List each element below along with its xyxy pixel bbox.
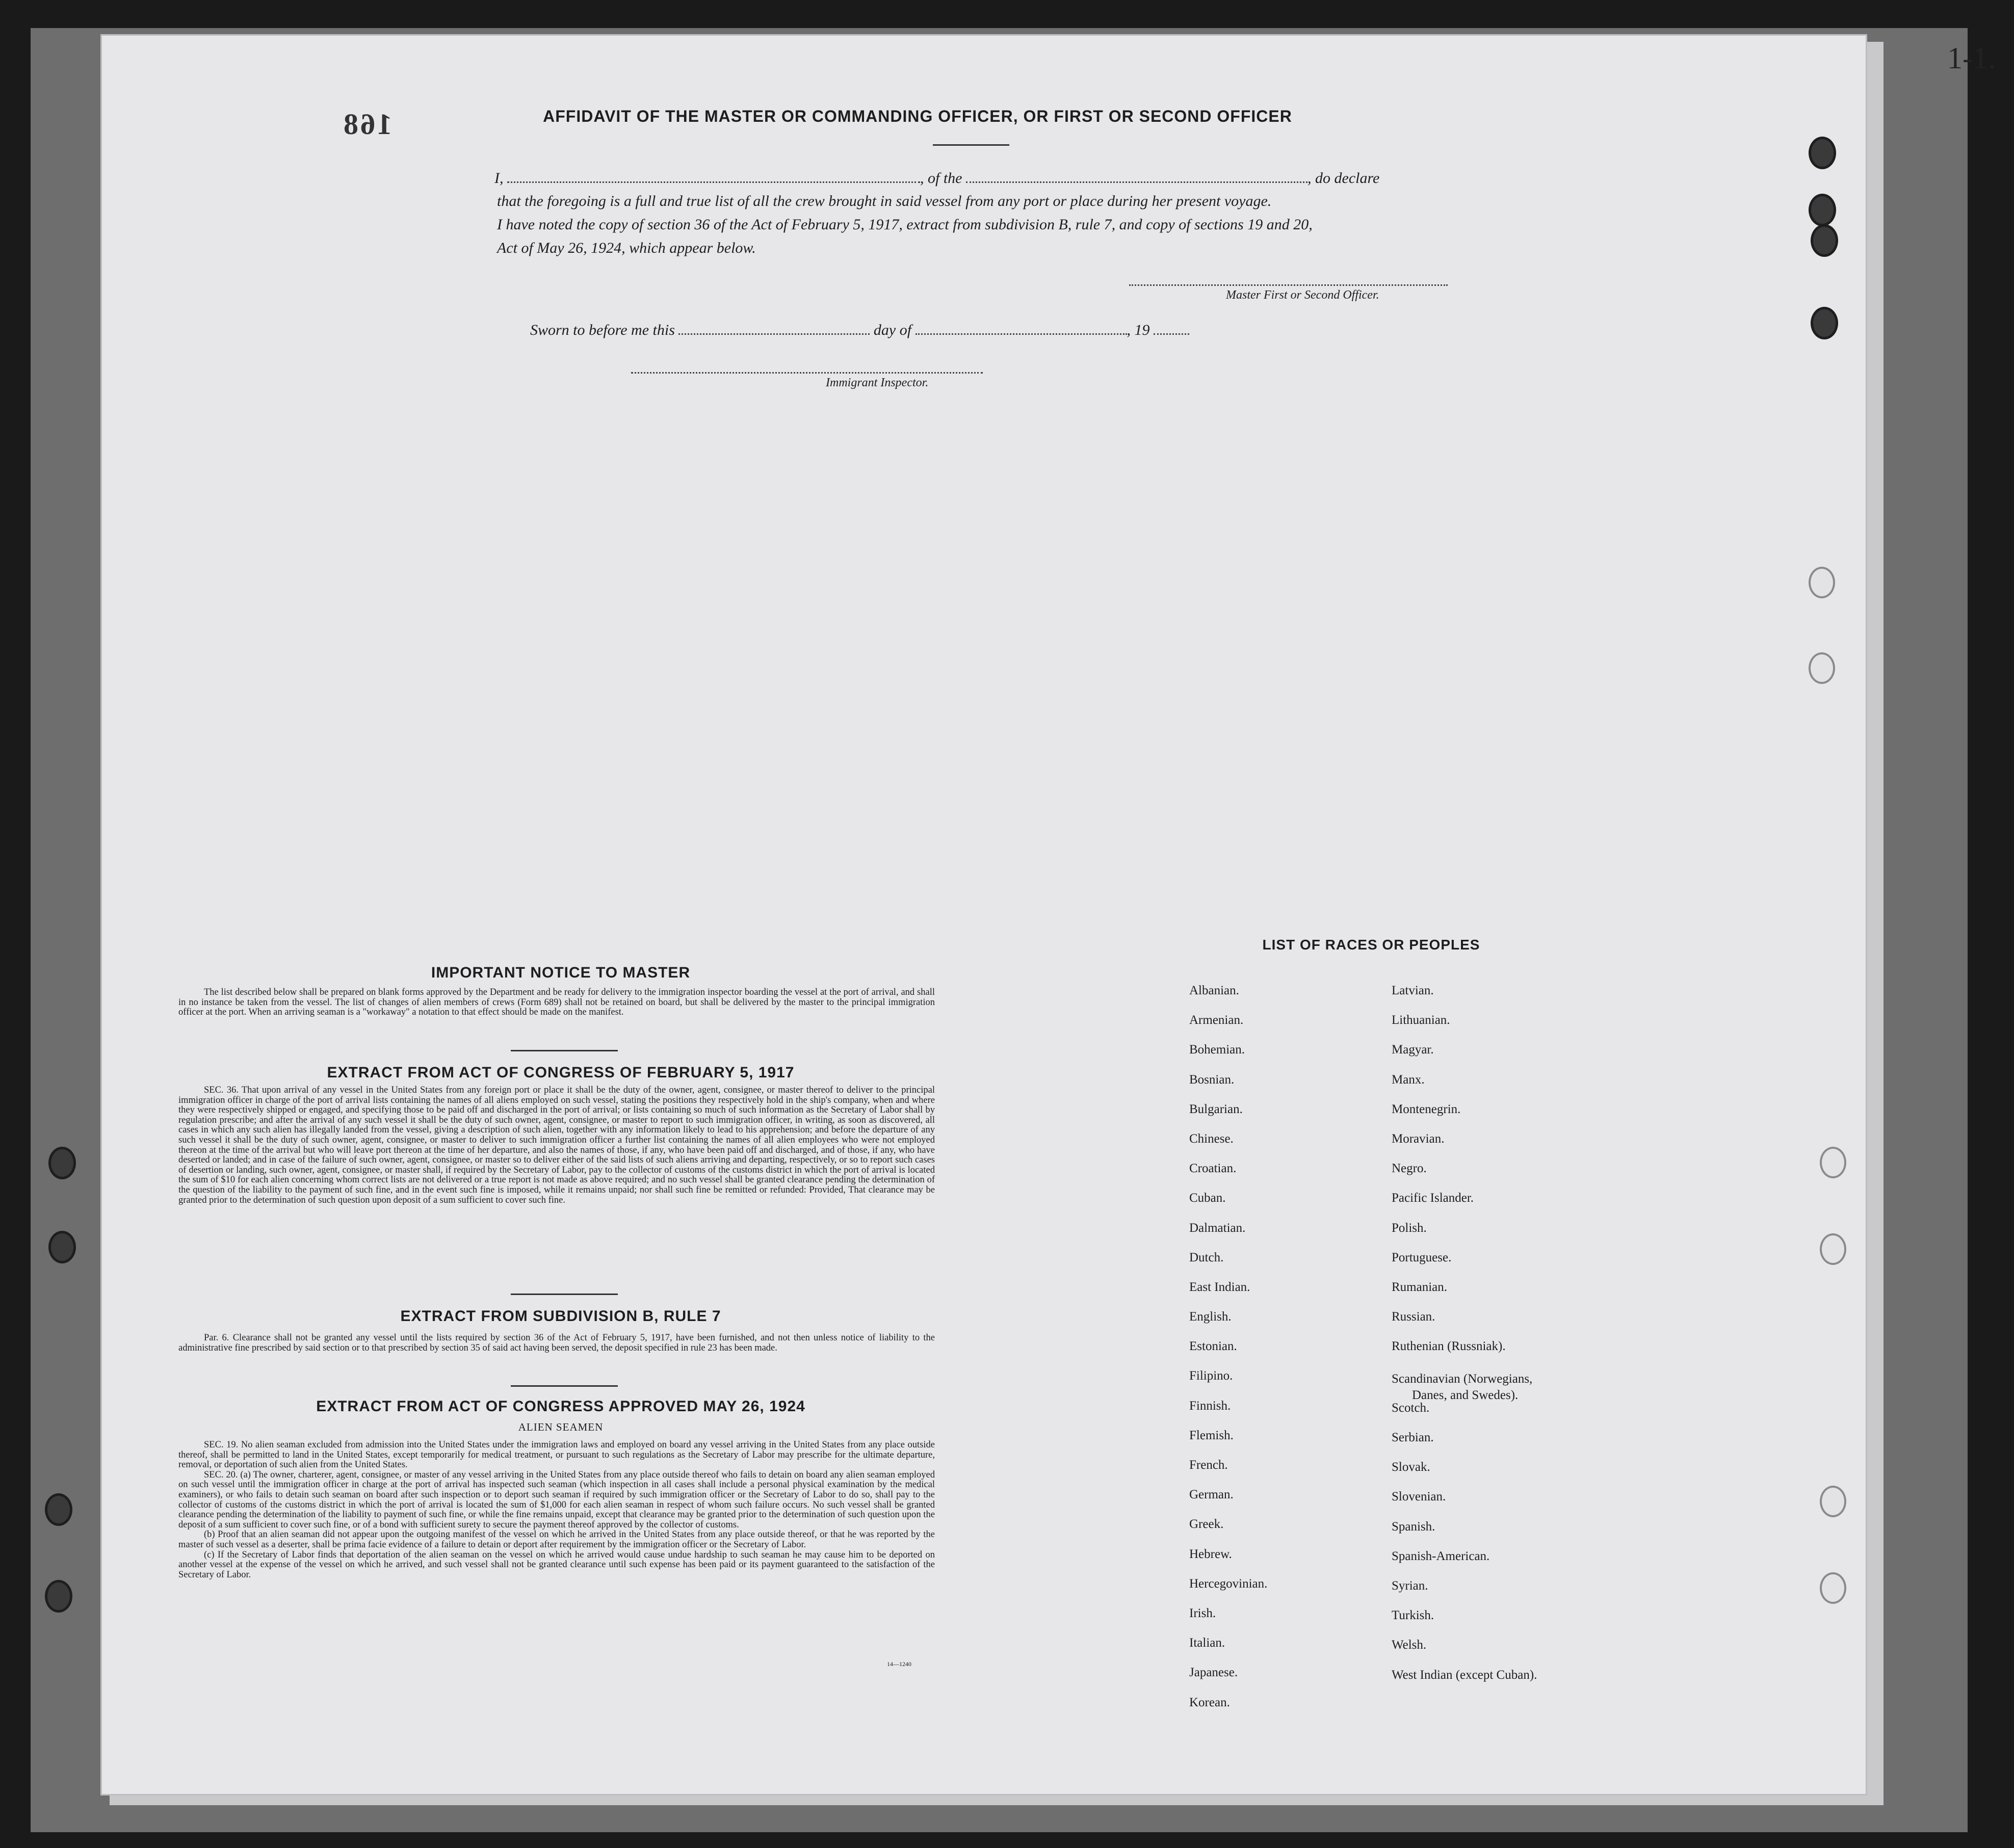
races-right-column [1392, 984, 1537, 1698]
section-divider [511, 1385, 618, 1387]
race-item: Negro. [1392, 1161, 1427, 1176]
notice-text: The list described below shall be prepared on blank forms approved by the Department and be ready for delivery to the immigration inspector boarding the vessel at the port of arrival, and shall in no instance be taken from the vessel. The list of changes of alien members of crews (Form 689) shall not be retained on board, but shall be delivered by the master to the principal immigration officer at the port. When an arriving seaman is a "workaway" a notation to that effect should be made on the manifest. [178, 987, 935, 1018]
race-item: Japanese. [1189, 1666, 1238, 1680]
races-title: LIST OF RACES OR PEOPLES [1262, 937, 1480, 953]
race-item: Dutch. [1189, 1250, 1224, 1264]
race-item: Moravian. [1392, 1131, 1445, 1146]
binder-hole-icon [1809, 567, 1835, 598]
section-20a: SEC. 20. (a) The owner, charterer, agent, consignee, or master of any vessel arriving in the United States from any place outside thereof who fails to detain on board any alien seaman employed on such vessel until the immigration officer in charge at the port of arrival has inspected such seaman (which inspection in all cases shall include a personal physical examination by the medical examiners), or who fails to detain such seaman on board after such inspection or to deport such seaman if required by such immigration officer or the Secretary of Labor to do so, shall pay to the collector of customs of the customs district in which the port of arrival is located the sum of $1,000 for each alien seaman in respect of whom such failure occurs. No such vessel shall be granted clearance pending the determination of the liability to payment of such fine, or while the fine remains unpaid, except that clearance may be granted prior to the determination of such question upon the deposit of a sum sufficient to cover such fine, or of a bond with sufficient surety to secure the payment thereof approved by the collector of customs. [178, 1469, 935, 1530]
race-item: Filipino. [1189, 1369, 1233, 1383]
master-signature-label: Master First or Second Officer. [1226, 288, 1379, 302]
section-divider [511, 1050, 618, 1051]
binder-hole-icon [45, 1493, 72, 1526]
master-signature-line[interactable] [1129, 284, 1448, 286]
race-item: Albanian. [1189, 984, 1239, 997]
race-item: Irish. [1189, 1606, 1216, 1620]
race-item: Russian. [1392, 1310, 1435, 1324]
race-item: Slovak. [1392, 1460, 1430, 1474]
race-item: Ruthenian (Russniak). [1392, 1339, 1506, 1354]
binder-hole-icon [48, 1147, 76, 1179]
inspector-signature-label: Immigrant Inspector. [826, 376, 929, 389]
binder-hole-icon [1809, 652, 1835, 684]
race-item: Scotch. [1392, 1401, 1430, 1415]
page-number: 168 [342, 108, 392, 141]
race-item: Magyar. [1392, 1043, 1434, 1057]
form-code: 14—1240 [887, 1660, 911, 1668]
binder-hole-icon [48, 1231, 76, 1263]
race-item: East Indian. [1189, 1280, 1250, 1294]
race-item: Serbian. [1392, 1431, 1434, 1445]
binder-hole-icon [1811, 307, 1838, 339]
name-blank[interactable] [507, 168, 920, 183]
act-1917-text: SEC. 36. That upon arrival of any vessel in the United States from any foreign port or place it shall be the duty of the owner, agent, consignee, or master thereof to deliver to the principal immigration officer in charge of the port of arrival lists containing the names of all aliens employed on such vessel, stating the positions they respectively hold in the ship's company, when and where they were respectively shipped or engaged, and specifying those to be paid off and discharged in the port of arrival; or lists containing so much of such information as the Secretary of Labor shall by regulation prescribe; and after the arrival of any such vessel it shall be the duty of such owner, agent, consignee, or master to report to such immigration officer, in writing, as soon as discovered, all cases in which any such alien has illegally landed from the vessel, giving a description of such alien, together with any information likely to lead to his apprehension; and before the departure of any such vessel it shall be the duty of such owner, agent, consignee, or master to deliver to such immigration officer a further list containing the names of all alien employees who were not employed thereon at the time of the arrival but who will leave port thereon at the time of her departure, and also the names of those, if any, who have been paid off and discharged, and of those, if any, who have deserted or landed; and in case of the failure of such owner, agent, consignee, or master so to deliver either of the said lists of such aliens arriving and departing, respectively, or so to report such cases of desertion or landing, such owner, agent, consignee, or master shall, if required by the Secretary of Labor, pay to the collector of customs of the customs district in which the port of arrival is located the sum of $10 for each alien concerning whom correct lists are not delivered or a true report is not made as above required; and no such vessel shall be granted clearance pending the determination of the question of the liability to the payment of such fine, and in the event such fine is imposed, while it remains unpaid; nor shall such fine be remitted or refunded: Provided, That clearance may be granted prior to the determination of such question upon deposit of a sum sufficient to cover such fine. [178, 1085, 935, 1205]
race-item: Italian. [1189, 1636, 1225, 1650]
section-19: SEC. 19. No alien seaman excluded from admission into the United States under the immigration laws and employed on board any vessel arriving in the United States from any place outside thereof, shall be permitted to land in the United States, except temporarily for medical treatment, or pursuant to such regulations as the Secretary of Labor may prescribe for the ultimate departure, removal, or deportation of such alien from the United States. [178, 1440, 935, 1470]
race-item: Lithuanian. [1392, 1013, 1450, 1027]
section-20b: (b) Proof that an alien seaman did not appear upon the outgoing manifest of the vessel on which he arrived in the United States from any place outside thereof, or that he was reported by the master of such vessel as a deserter, shall be prima facie evidence of a failure to detain or deport after requirement by the immigration officer or the Secretary of Labor. [178, 1529, 935, 1550]
race-item: Welsh. [1392, 1638, 1427, 1652]
race-item: Scandinavian (Norwegians, Danes, and Swedes). [1392, 1372, 1533, 1403]
binder-hole-icon [1820, 1147, 1846, 1178]
race-item: Chinese. [1189, 1131, 1234, 1146]
race-item: French. [1189, 1458, 1228, 1472]
rule-7-title: EXTRACT FROM SUBDIVISION B, RULE 7 [400, 1308, 721, 1325]
sworn-line: Sworn to before me this day of , 19 [530, 320, 1189, 339]
race-item: Korean. [1189, 1695, 1230, 1709]
section-divider [511, 1293, 618, 1295]
race-item: Bosnian. [1189, 1072, 1235, 1087]
sworn-month-blank[interactable] [916, 320, 1127, 335]
binder-hole-icon [1809, 137, 1836, 169]
act-1917-title: EXTRACT FROM ACT OF CONGRESS OF FEBRUARY 5, 1917 [327, 1064, 795, 1081]
act-1924-title: EXTRACT FROM ACT OF CONGRESS APPROVED MAY 26, 1924 [316, 1398, 805, 1415]
act-1924-text [178, 1440, 935, 1580]
race-item: Syrian. [1392, 1578, 1428, 1593]
race-item: Portuguese. [1392, 1250, 1452, 1264]
affidavit-line-3: I have noted the copy of section 36 of the Act of February 5, 1917, extract from subdivision B, rule 7, and copy of sections 19 and 20, [497, 216, 1313, 233]
race-item: Rumanian. [1392, 1280, 1448, 1294]
race-item: Estonian. [1189, 1339, 1237, 1354]
race-item: Slovenian. [1392, 1490, 1446, 1504]
binder-hole-icon [1809, 194, 1836, 226]
affidavit-line-1: I, , of the , do declare [494, 168, 1379, 187]
race-item: Turkish. [1392, 1608, 1434, 1623]
affidavit-title: AFFIDAVIT OF THE MASTER OR COMMANDING OFFICER, OR FIRST OR SECOND OFFICER [543, 107, 1292, 125]
race-item: Flemish. [1189, 1428, 1234, 1442]
race-item: German. [1189, 1488, 1234, 1502]
sworn-year-blank[interactable] [1154, 320, 1189, 335]
race-item: Cuban. [1189, 1191, 1226, 1205]
races-left-column [1189, 984, 1267, 1725]
rule-7-text: Par. 6. Clearance shall not be granted any vessel until the lists required by section 36 of the Act of February 5, 1917, have been furnished, and not then unless notice of liability to the administrative fine prescribed by said section or to that prescribed by section 35 of said act having been served, the deposit specified in rule 23 has been made. [178, 1333, 935, 1353]
race-item: Pacific Islander. [1392, 1191, 1474, 1205]
race-item: Croatian. [1189, 1161, 1237, 1176]
affidavit-line-4: Act of May 26, 1924, which appear below. [497, 240, 756, 256]
race-item: Greek. [1189, 1517, 1224, 1532]
sworn-date-blank[interactable] [678, 320, 870, 335]
race-item: Spanish. [1392, 1519, 1435, 1534]
race-item: West Indian (except Cuban). [1392, 1668, 1537, 1682]
affidavit-line-2: that the foregoing is a full and true list of all the crew brought in said vessel from any port or place during her present voyage. [497, 193, 1272, 209]
inspector-signature-line[interactable] [631, 372, 983, 374]
race-item: Finnish. [1189, 1398, 1231, 1413]
race-item: Manx. [1392, 1072, 1425, 1087]
binder-hole-icon [1811, 224, 1838, 257]
race-item: Dalmatian. [1189, 1221, 1246, 1235]
title-divider [933, 144, 1009, 146]
race-item: Hebrew. [1189, 1547, 1232, 1561]
binder-hole-icon [1820, 1486, 1846, 1517]
binder-hole-icon [1820, 1572, 1846, 1604]
race-item: Montenegrin. [1392, 1102, 1461, 1116]
binder-hole-icon [45, 1580, 72, 1613]
vessel-blank[interactable] [966, 168, 1307, 183]
race-item: Bohemian. [1189, 1043, 1245, 1057]
race-item: Latvian. [1392, 984, 1434, 997]
race-item: Bulgarian. [1189, 1102, 1243, 1116]
binder-hole-icon [1820, 1233, 1846, 1265]
race-item: Polish. [1392, 1221, 1427, 1235]
corner-handwritten-note: 1-1. [1947, 41, 1996, 75]
race-item: English. [1189, 1310, 1232, 1324]
alien-seamen-subtitle: ALIEN SEAMEN [518, 1421, 604, 1433]
section-20c: (c) If the Secretary of Labor finds that deportation of the alien seaman on the vessel on which he arrived would cause undue hardship to such seaman he may cause him to be deported on another vessel at the expense of the vessel on which he arrived, and such vessel shall not be granted clearance until such expense has been paid or its payment guaranteed to the satisfaction of the Secretary of Labor. [178, 1549, 935, 1580]
race-item: Armenian. [1189, 1013, 1244, 1027]
race-item: Spanish-American. [1392, 1549, 1490, 1563]
race-item: Hercegovinian. [1189, 1576, 1268, 1591]
notice-title: IMPORTANT NOTICE TO MASTER [431, 964, 691, 981]
